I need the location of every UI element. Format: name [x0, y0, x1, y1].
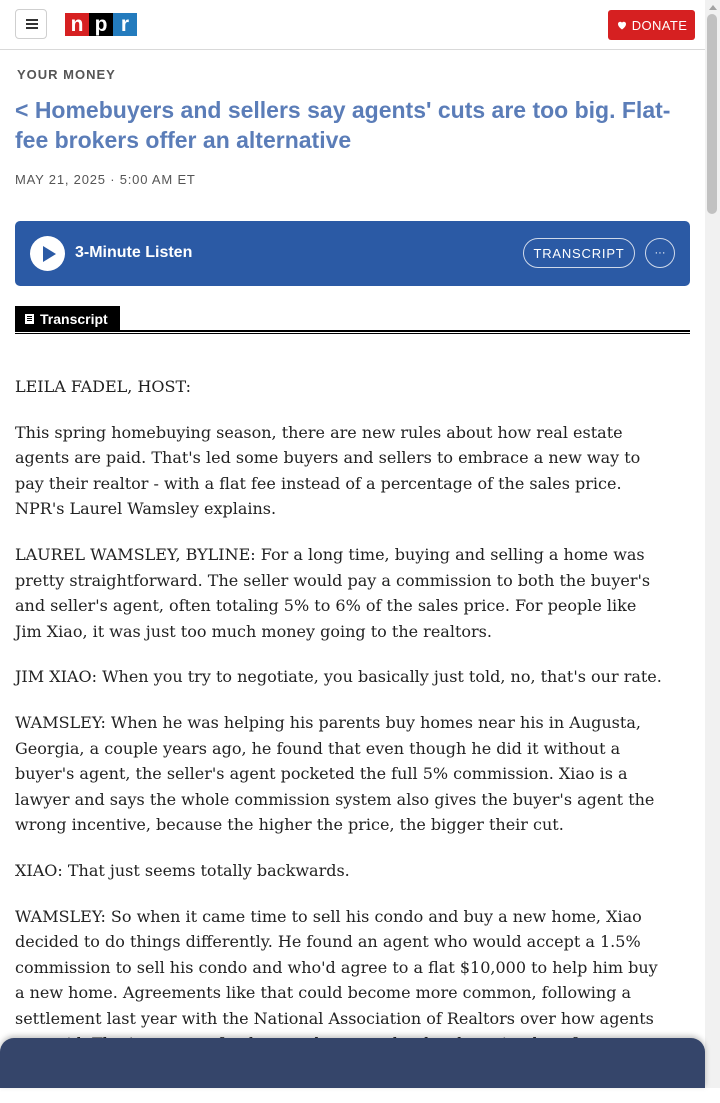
- listen-duration: 3-Minute Listen: [75, 244, 193, 261]
- transcript-paragraph: JIM XIAO: When you try to negotiate, you basically just told, no, that's our rate.: [15, 667, 662, 687]
- hamburger-icon-line: [26, 27, 38, 29]
- tab-transcript-label: Transcript: [40, 311, 108, 327]
- site-header: [0, 0, 705, 50]
- transcript-button[interactable]: TRANSCRIPT: [523, 238, 635, 268]
- transcript-paragraph: This spring homebuying season, there are new rules about how real estate agents are paid. That's led some buyers and sellers to embrace a new way to pay their realtor - with a flat fee instead of a percentage of the sales price. NPR's Laurel Wamsley explains.: [15, 422, 641, 519]
- more-options-icon[interactable]: ···: [645, 238, 675, 268]
- transcript-paragraph: LAUREL WAMSLEY, BYLINE: For a long time, buying and selling a home was pretty straightforward. The seller would pay a commission to both the buyer's and seller's agent, often totaling 5% to 6% of the sales price. For people like Jim Xiao, it was just too much money going to the realtors.: [15, 544, 651, 641]
- logo-letter-n: n: [65, 13, 89, 36]
- article-dateline: MAY 21, 2025 · 5:00 AM ET: [15, 172, 196, 187]
- logo-letter-p: p: [89, 13, 113, 36]
- play-icon[interactable]: [30, 236, 65, 271]
- logo-letter-r: r: [113, 13, 137, 36]
- hamburger-icon: [26, 19, 38, 21]
- scroll-up-arrow-icon[interactable]: [709, 5, 717, 10]
- audio-player: [15, 221, 690, 286]
- article-headline[interactable]: < Homebuyers and sellers say agents' cuts are too big. Flat-fee brokers offer an alternative: [15, 97, 671, 153]
- transcript-paragraph: XIAO: That just seems totally backwards.: [15, 860, 350, 880]
- scrollbar[interactable]: [705, 0, 720, 1088]
- section-label[interactable]: YOUR MONEY: [17, 67, 116, 82]
- donate-button[interactable]: [608, 10, 695, 40]
- sticky-player-bar[interactable]: [0, 1038, 705, 1088]
- transcript-paragraph: WAMSLEY: So when it came time to sell his condo and buy a new home, Xiao decided to do things differently. He found an agent who would accept a 1.5% commission to sell his condo and who'd agree to a flat $10,000 to help him buy a new home. Agreements like that could become more common, following a settlement last year with the National Association of Realtors over how agents: [15, 906, 658, 1028]
- hamburger-icon-line: [26, 23, 38, 25]
- transcript-paragraph: LEILA FADEL, HOST:: [15, 377, 191, 396]
- heart-icon: [616, 19, 628, 31]
- menu-button[interactable]: [15, 9, 47, 39]
- npr-logo[interactable]: [65, 13, 137, 36]
- transcript-paragraph: WAMSLEY: When he was helping his parents buy homes near his in Augusta, Georgia, a couple years ago, he found that even though he did it without a buyer's agent, the seller's agent pocketed the full 5% commission. Xiao is a lawyer and says the whole commission system also gives the buyer's agent the wrong incentive, because the higher the price, the bigger their cut.: [15, 712, 655, 835]
- transcript-body: [15, 374, 665, 1103]
- tab-transcript: [15, 306, 120, 332]
- scrollbar-thumb[interactable]: [707, 14, 717, 214]
- document-icon: [25, 314, 34, 324]
- donate-label: DONATE: [631, 17, 688, 33]
- tab-divider-thin: [15, 333, 690, 334]
